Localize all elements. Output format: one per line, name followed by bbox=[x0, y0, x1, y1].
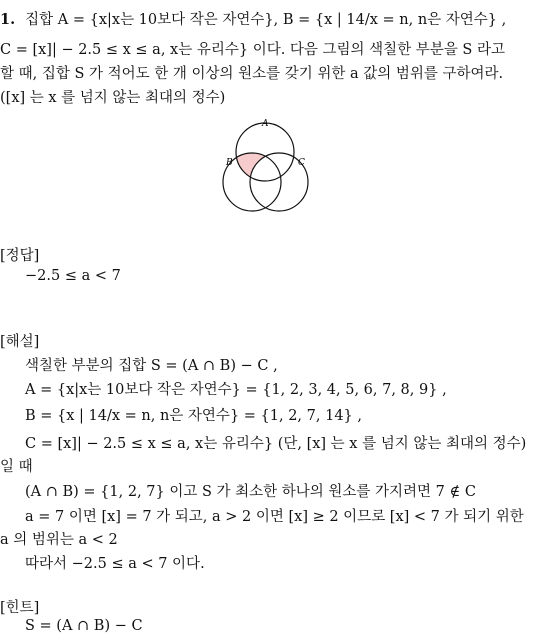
solution-line: a 의 범위는 a < 2 bbox=[0, 532, 118, 548]
solution-line: 일 때 bbox=[0, 459, 33, 475]
hint-value: S = (A ∩ B) − C bbox=[25, 618, 143, 634]
problem-line-3: 할 때, 집합 S 가 적어도 한 개 이상의 원소를 갖기 위한 a 값의 범위를 구하여라. bbox=[0, 66, 504, 82]
problem-number: 1. bbox=[0, 11, 16, 28]
venn-diagram bbox=[215, 115, 315, 215]
venn-label-a: A bbox=[262, 119, 269, 129]
solution-line: 색칠한 부분의 집합 S = (A ∩ B) − C , bbox=[25, 358, 278, 374]
problem-line-4: ([x] 는 x 를 넘지 않는 최대의 정수) bbox=[0, 90, 226, 106]
hint-header: [힌트] bbox=[0, 600, 40, 616]
problem-text-1: 집합 A = {x|x는 10보다 작은 자연수}, B = {x | 14/x = n, n은 자연수} , bbox=[25, 12, 507, 28]
solution-line: a = 7 이면 [x] = 7 가 되고, a > 2 이면 [x] ≥ 2 이므로 [x] < 7 가 되기 위한 bbox=[25, 509, 524, 525]
solution-line: 따라서 −2.5 ≤ a < 7 이다. bbox=[25, 556, 205, 572]
venn-label-b: B bbox=[226, 158, 233, 168]
answer-header: [정답] bbox=[0, 248, 40, 264]
solution-line: C = [x]| − 2.5 ≤ x ≤ a, x는 유리수} (단, [x] 는 x 를 넘지 않는 최대의 정수) bbox=[25, 436, 527, 452]
solution-line: A = {x|x는 10보다 작은 자연수} = {1, 2, 3, 4, 5, 6, 7, 8, 9} , bbox=[25, 382, 447, 398]
venn-label-c: C bbox=[298, 158, 305, 168]
solution-line: (A ∩ B) = {1, 2, 7} 이고 S 가 최소한 하나의 원소를 가지려면 7 ∉ C bbox=[25, 484, 476, 500]
solution-header: [해설] bbox=[0, 334, 40, 350]
problem-line-2: C = [x]| − 2.5 ≤ x ≤ a, x는 유리수} 이다. 다음 그림의 색칠한 부분을 S 라고 bbox=[0, 42, 505, 58]
answer-value: −2.5 ≤ a < 7 bbox=[25, 268, 121, 284]
problem-line-1 bbox=[0, 8, 506, 29]
solution-line: B = {x | 14/x = n, n은 자연수} = {1, 2, 7, 14} , bbox=[25, 408, 362, 424]
